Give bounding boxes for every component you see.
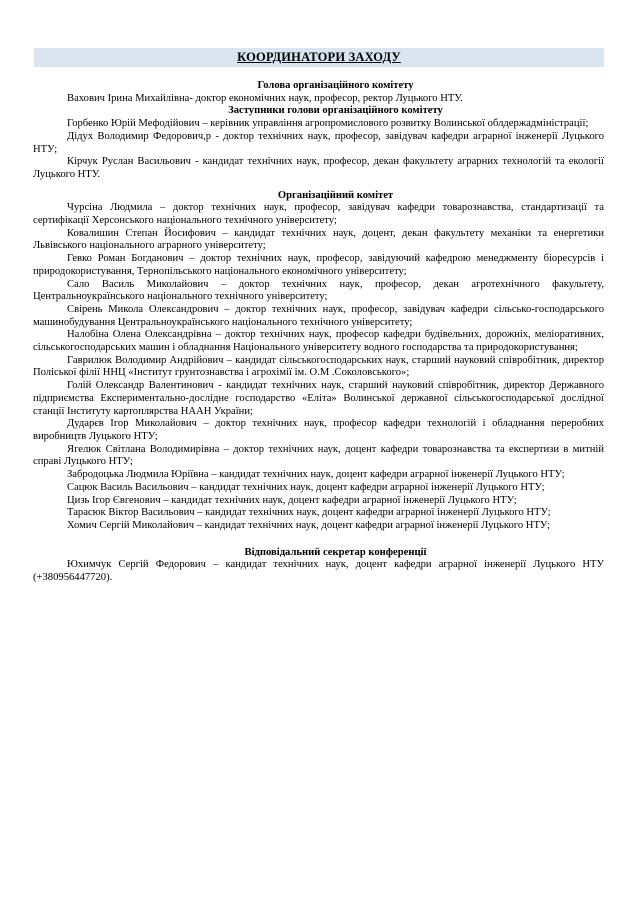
document-content <box>33 80 604 585</box>
section-heading-head: Голова організаційного комітету <box>257 80 414 91</box>
person-entry: Хомич Сергій Миколайович – кандидат технічних наук, доцент кафедри аграрної інженерії Луцького НТУ; <box>67 519 550 531</box>
person-entry: Ягелюк Світлана Володимирівна – доктор технічних наук, доцент кафедри товарознавства та експертизи в митній справі Луцького НТУ; <box>33 443 604 468</box>
page-banner-title: КООРДИНАТОРИ ЗАХОДУ <box>34 48 604 67</box>
person-entry: Сало Василь Миколайович – доктор технічних наук, професор, декан агротехнічного факультету, Центральноукраїнського національного технічного університету; <box>33 278 604 303</box>
section-spacer <box>67 533 604 547</box>
person-entry: Дідух Володимир Федорович,р - доктор технічних наук, професор, завідувач кафедри аграрної інженерії Луцького НТУ; <box>33 130 604 155</box>
person-entry: Чурсіна Людмила – доктор технічних наук, професор, завідувач кафедри товарознавства, стандартизації та сертифікації Херсонського національного технічного університету; <box>33 202 604 227</box>
section-heading-committee: Організаційний комітет <box>277 189 394 201</box>
person-entry: Горбенко Юрій Мефодійович – керівник управління агропромислового розвитку Волинської облдержадміністрації; <box>67 118 589 130</box>
person-entry: Налобіна Олена Олександрівна – доктор технічних наук, професор кафедри будівельних, дорожніх, меліоративних, сільськогосподарських машин і обладнання Національного університету водного господарства та природокористування; <box>33 329 604 354</box>
person-entry: Кірчук Руслан Васильович - кандидат технічних наук, професор, декан факультету аграрних технологій та екології Луцького НТУ. <box>33 156 604 180</box>
person-entry: Дударєв Ігор Миколайович – доктор технічних наук, професор кафедри технологій і обладнання переробних виробництв Луцького НТУ; <box>33 418 604 442</box>
section-heading-deputies: Заступники голови організаційного комітету <box>228 105 443 117</box>
person-entry: Сацюк Василь Васильович – кандидат технічних наук, доцент кафедри аграрної інженерії Луцького НТУ; <box>67 481 545 493</box>
person-entry: Цизь Ігор Євгенович – кандидат технічних наук, доцент кафедри аграрної інженерії Луцького НТУ; <box>67 494 517 506</box>
section-heading-secretary: Відповідальний секретар конференції <box>244 546 427 558</box>
section-spacer <box>67 182 604 190</box>
person-entry: Свірень Микола Олександрович – доктор технічних наук, професор, завідувач кафедри сільсько-господарського машинобудування Центральноукраїнського національного технічного університету; <box>33 303 604 328</box>
person-entry: Голій Олександр Валентинович - кандидат технічних наук, старший науковий співробітник, директор Державного підприємства Експериментально-дослідне господарство «Еліта» Волинської державної сільськогосподарської дослідної станції Інституту картоплярства НААН України; <box>33 380 604 417</box>
person-entry: Гевко Роман Богданович – доктор технічних наук, професор, завідуючий кафедрою менеджменту біоресурсів і природокористування, Тернопільського національного економічного університету; <box>33 253 604 277</box>
person-entry: Юхимчук Сергій Федорович – кандидат технічних наук, доцент кафедри аграрної інженерії Луцького НТУ (+380956447720). <box>33 559 604 584</box>
person-entry: Гаврилюк Володимир Андрійович – кандидат сільськогосподарських наук, старший науковий співробітник, директор Поліської філії ННЦ «Інститут грунтознавства і агрохімії ім. О.М .Соколовського»; <box>33 354 604 379</box>
person-entry: Забродоцька Людмила Юріївна – кандидат технічних наук, доцент кафедри аграрної інженерії Луцького НТУ; <box>67 469 565 481</box>
person-entry: Ковалишин Степан Йосифович – кандидат технічних наук, доцент, декан факультету механіки та енергетики Львівського національного аграрного університету; <box>33 227 604 252</box>
person-entry: Вахович Ірина Михайлівна- доктор економічних наук, професор, ректор Луцького НТУ. <box>67 92 463 104</box>
person-entry: Тарасюк Віктор Васильович – кандидат технічних наук, доцент кафедри аграрної інженерії Луцького НТУ; <box>67 507 551 519</box>
